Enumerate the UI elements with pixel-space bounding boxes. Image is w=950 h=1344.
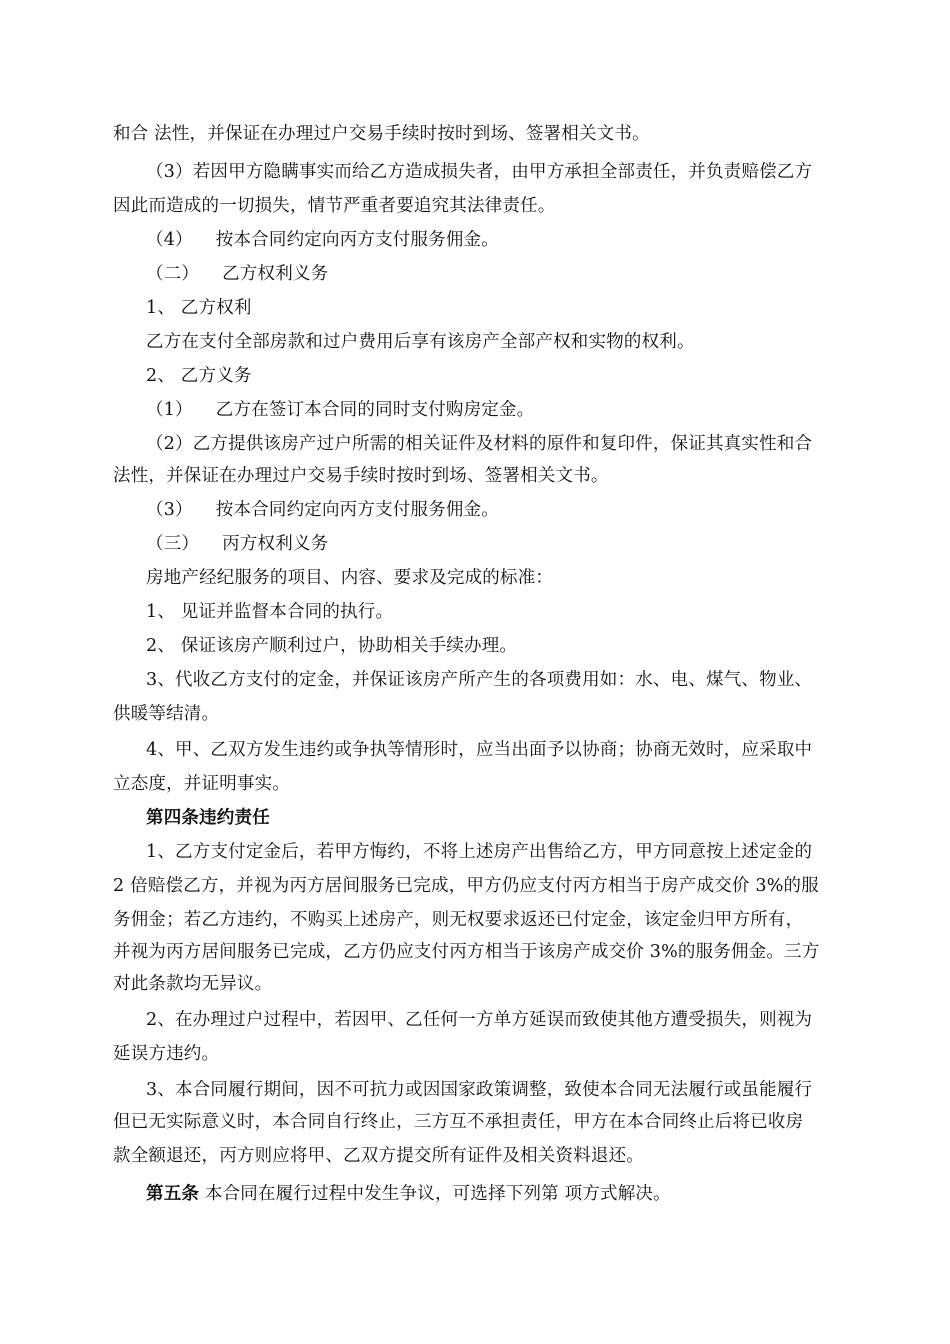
paragraph-line: 但已无实际意义时，本合同自行终止，三方互不承担责任，甲方在本合同终止后将已收房 <box>113 1112 804 1132</box>
article-heading: 第五条 <box>146 1184 200 1204</box>
paragraph-line: 因此而造成的一切损失，情节严重者要追究其法律责任。 <box>113 196 556 216</box>
paragraph-line: 2、 保证该房产顺利过户，协助相关手续办理。 <box>146 636 518 656</box>
paragraph-line: 立态度，并证明事实。 <box>113 774 290 794</box>
paragraph-line: 款全额退还，丙方则应将甲、乙双方提交所有证件及相关资料退还。 <box>113 1146 644 1166</box>
paragraph-line: 对此条款均无异议。 <box>113 974 273 994</box>
section-heading: （三） 丙方权利义务 <box>146 534 329 554</box>
paragraph-line: 2 倍赔偿乙方，并视为丙方居间服务已完成，甲方仍应支付丙方相当于房产成交价 3%的服 <box>113 876 819 896</box>
section-heading: （二） 乙方权利义务 <box>146 264 329 284</box>
subsection-heading: 2、 乙方义务 <box>146 366 252 386</box>
paragraph-line: 2、在办理过户过程中，若因甲、乙任何一方单方延误而致使其他方遭受损失，则视为 <box>146 1010 813 1030</box>
paragraph-line: （3） 按本合同约定向丙方支付服务佣金。 <box>146 500 499 520</box>
article-five-line <box>146 1184 671 1204</box>
paragraph-line: 务佣金；若乙方违约，不购买上述房产，则无权要求返还已付定金，该定金归甲方所有， <box>113 910 804 930</box>
paragraph-line: 延误方违约。 <box>113 1044 220 1064</box>
paragraph-line: （3）若因甲方隐瞒事实而给乙方造成损失者，由甲方承担全部责任，并负责赔偿乙方 <box>146 162 813 182</box>
paragraph-line: 乙方在支付全部房款和过户费用后享有该房产全部产权和实物的权利。 <box>146 332 695 352</box>
paragraph-line: 3、本合同履行期间，因不可抗力或因国家政策调整，致使本合同无法履行或虽能履行 <box>146 1080 813 1100</box>
paragraph-line: （2）乙方提供该房产过户所需的相关证件及材料的原件和复印件，保证其真实性和合 <box>146 434 813 454</box>
paragraph-line: 1、乙方支付定金后，若甲方悔约，不将上述房产出售给乙方，甲方同意按上述定金的 <box>146 842 813 862</box>
paragraph-line: 和合 法性，并保证在办理过户交易手续时按时到场、签署相关文书。 <box>113 124 650 144</box>
paragraph-line: 3、代收乙方支付的定金，并保证该房产所产生的各项费用如：水、电、煤气、物业、 <box>146 670 813 690</box>
article-text: 本合同在履行过程中发生争议，可选择下列第 项方式解决。 <box>199 1184 671 1204</box>
paragraph-line: 房地产经纪服务的项目、内容、要求及完成的标准： <box>146 568 554 588</box>
article-heading: 第四条违约责任 <box>146 808 270 828</box>
paragraph-line: 供暖等结清。 <box>113 704 220 724</box>
paragraph-line: 并视为丙方居间服务已完成，乙方仍应支付丙方相当于该房产成交价 3%的服务佣金。三方 <box>113 942 820 962</box>
paragraph-line: 法性，并保证在办理过户交易手续时按时到场、签署相关文书。 <box>113 466 609 486</box>
paragraph-line: 4、甲、乙双方发生违约或争执等情形时，应当出面予以协商；协商无效时，应采取中 <box>146 740 813 760</box>
paragraph-line: （1） 乙方在签订本合同的同时支付购房定金。 <box>146 400 535 420</box>
paragraph-line: 1、 见证并监督本合同的执行。 <box>146 602 394 622</box>
subsection-heading: 1、 乙方权利 <box>146 298 252 318</box>
paragraph-line: （4） 按本合同约定向丙方支付服务佣金。 <box>146 230 499 250</box>
